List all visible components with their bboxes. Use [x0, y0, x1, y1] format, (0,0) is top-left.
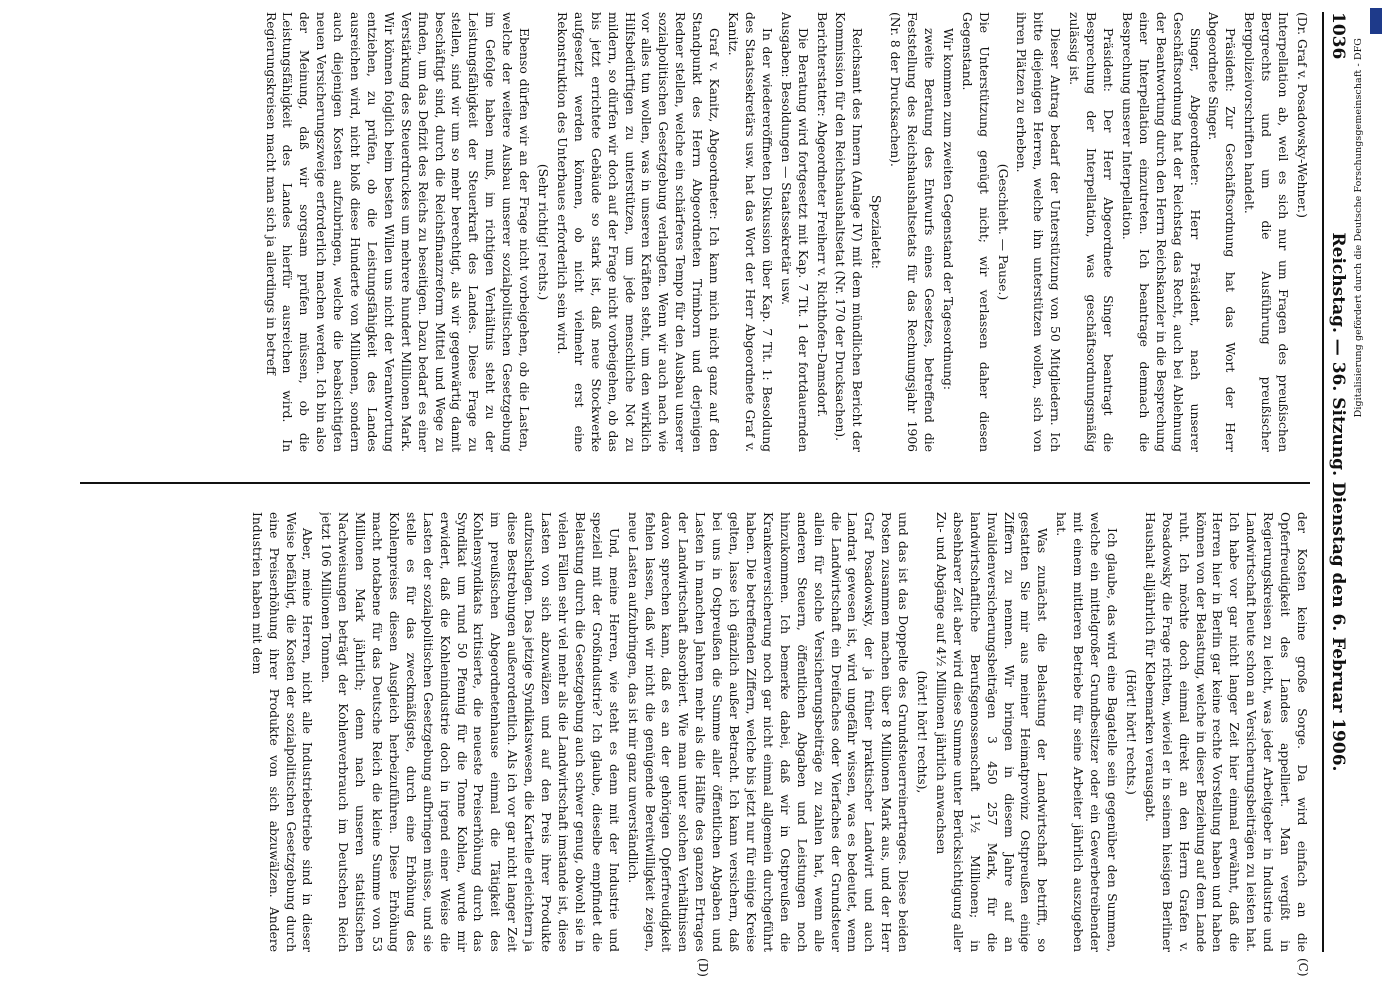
- paragraph: Wir kommen zum zweiten Gegenstand der Tagesordnung:: [940, 28, 955, 391]
- paragraph: (Dr. Graf v. Posadowsky-Wehner.): [1295, 12, 1309, 218]
- paragraph: Präsident: Zur Geschäftsordnung hat das Wort der Herr Abgeordnete Singer.: [1206, 12, 1238, 452]
- paragraph: Interpellation ab, weil es sich nur um Fragen des preußischen Bergrechts und um die Ausführung preußischer Bergpolizeivorschriften handelt.: [1242, 12, 1291, 452]
- paragraph: Ebenso dürfen wir an der Frage nicht vorbeigehen, ob die Lasten, welche der weitere Ausbau unserer sozialpolitischen Gesetzgebung im Gefolge haben muß, im richtigen Verhältnis steht zu der Leistungsfähigkeit der Steuerkraft des Landes. Diese Frage zu stellen, sind wir um so mehr berechtigt, als wir gegenwärtig damit beschäftigt sind, durch die Reichsfinanzreform Mittel und Wege zu finden, um das Defizit des Reichs zu beseitigen. Dazu bedarf es einer Verstärkung des Steuerdruckes um mehrere hundert Millionen Mark. Wir können folglich beim besten Willen uns nicht der Verantwortung entziehen, zu prüfen, ob die Leistungsfähigkeit des Landes ausreichen wird, nicht bloß diese Hunderte von Millionen, sondern auch diejenigen Kosten aufzubringen, welche die beabsichtigten neuen Versicherungszweige erforderlich machen werden. Ich bin also der Meinung, daß wir sorgsam prüfen müssen, ob die Leistungsfähigkeit des Landes hierfür ausreichen wird. In Regierungskreisen macht man sich ja allerdings in betreff: [263, 12, 532, 452]
- paragraph: der Kosten keine große Sorge. Da wird einfach an die Opferfreudigkeit des Landes appelliert. Man vergißt in Regierungskreisen zu leicht, was jeder Arbeitgeber in Industrie und Landwirtschaft heute schon an Versicherungsbeiträgen zu leisten hat. Ich habe vor gar nicht langer Zeit hier einmal erwähnt, daß die Herren hier in Berlin gar keine rechte Vorstellung haben und haben können von der Belastung, welche in dieser Beziehung auf dem Lande ruht. Ich möchte doch einmal direkt an den Herrn Grafen v. Posadowsky die Frage richten, wieviel er in seinem hiesigen Berliner Haushalt alljährlich für Klebemarken verausgabt.: [1142, 512, 1309, 952]
- paragraph: (hört! hört! rechts),: [915, 670, 930, 794]
- column-divider: [80, 482, 1310, 484]
- paragraph: Ich glaube, das wird eine Bagatelle sein gegenüber den Summen, welche ein mittelgroßer Grundbesitzer oder ein Gewerbetreibender mit einem mittleren Betriebe für seine Arbeiter jährlich auszugeben hat.: [1054, 512, 1120, 952]
- paragraph: Aber, meine Herren, nicht alle Industriebetriebe sind in dieser Weise befähigt, die Kosten der sozialpolitischen Gesetzgebung durch eine Preiserhöhung ihrer Produkte von sich abzuwälzen. Andere Industrien haben mit dem: [249, 512, 315, 952]
- paragraph: Die Beratung wird fortgesetzt mit Kap. 7 Tit. 1 der fortdauernden Ausgaben: Besoldungen — Staatssekretär usw.: [778, 12, 810, 452]
- margin-marker-c: (C): [1296, 958, 1310, 977]
- paragraph: Dieser Antrag bedarf der Unterstützung von 50 Mitgliedern. Ich bitte diejenigen Herren, welche ihn unterstützen wollen, sich von ihren Plätzen zu erheben.: [1014, 12, 1063, 452]
- paragraph: Die Unterstützung genügt nicht; wir verlassen daher diesen Gegenstand.: [959, 12, 991, 452]
- right-text-column: [70, 512, 1310, 952]
- rotated-document-page: [50, 12, 1350, 977]
- left-text-column: [70, 12, 1310, 452]
- margin-marker-d: (D): [696, 958, 710, 977]
- paragraph: (Geschieht. — Pause.): [995, 163, 1010, 301]
- paragraph: (Hört! hört! rechts.): [1123, 669, 1138, 795]
- paragraph: Spezialetat:: [869, 195, 884, 269]
- paragraph: Singer, Abgeordneter: Herr Präsident, nach unserer Geschäftsordnung hat der Reichstag das Recht, auch bei Ablehnung der Beantwortung durch den Herrn Reichskanzler in die Besprechung einer Interpellation einzutreten. Ich beantrage demnach die Besprechung unserer Interpellation.: [1119, 12, 1202, 452]
- dfg-logo: [1370, 8, 1382, 34]
- paragraph: und das ist das Doppelte des Grundsteuerreinertrages. Diese beiden Posten zusammen machen über 8 Millionen Mark aus, und der Herr Graf Posadowsky, der ja früher praktischer Landwirt und auch Landrat gewesen ist, wird ungefähr wissen, was es bedeutet, wenn die Landwirtschaft ein Dreifaches oder Vierfaches der Grundsteuer allein für solche Versicherungsbeiträge zu zahlen hat, wenn alle anderen Steuern, öffentlichen Abgaben und Leistungen noch hinzukommen. Ich bemerke dabei, daß wir in Ostpreußen die Krankenversicherung noch gar nicht einmal allgemein durchgeführt haben. Die betreffenden Ziffern, welche bis jetzt nur für einige Kreise gelten, lasse ich gänzlich außer Betracht. Ich kann versichern, daß bei uns in Ostpreußen die Summe aller öffentlichen Abgaben und Lasten in manchen Jahren mehr als die Hälfte des ganzen Ertrages der Landwirtschaft absorbiert. Wie man unter solchen Verhältnissen davon sprechen kann, daß es an der gehörigen Opferfreudigkeit fehlen lassen, daß wir nicht die genügende Bereitwilligkeit zeigen, neue Lasten aufzubringen, das ist mir ganz unverständlich.: [625, 512, 911, 952]
- page-header: [1322, 12, 1350, 952]
- paragraph: Graf v. Kanitz, Abgeordneter: Ich kann mich nicht ganz auf den Standpunkt des Herrn Abgeordneten Trimborn und derjenigen Redner stellen, welche ein schärferes Tempo für den Ausbau unserer sozialpolitischen Gesetzgebung verlangten. Wenn wir auch nach wie vor alles tun wollen, was in unseren Kräften steht, um den wirklich Hilfsbedürftigen zu unterstützen, um jede menschliche Not zu mildern, so dürfen wir doch auf der Frage nicht vorbeigehen, ob das bis jetzt errichtete Gebäude so stark ist, daß neue Stockwerke aufgesetzt werden können, ob nicht vielmehr erst eine Rekonstruktion des Unterbaues erforderlich sein wird.: [554, 12, 722, 452]
- paragraph: Reichsamt des Innern (Anlage IV) mit dem mündlichen Bericht der Kommission für den Reichshaushaltsetat (Nr. 170 der Drucksachen).: [833, 12, 865, 452]
- page-title: Reichstag. — 36. Sitzung. Dienstag den 6. Februar 1906.: [1328, 232, 1348, 772]
- paragraph: (Sehr richtig! rechts.): [536, 163, 551, 301]
- page-number: 1036: [1328, 12, 1348, 60]
- paragraph: Was zunächst die Belastung der Landwirtschaft betrifft, so gestatten Sie mir aus meiner Heimatprovinz Ostpreußen einige Ziffern zu nennen. Wir bringen in diesem Jahre auf an Invalidenversicherungsbeiträgen 3 450 257 Mark, für die landwirtschaftliche Berufsgenossenschaft 1½ Millionen; in absehbarer Zeit aber wird diese Summe unter Berücksichtigung aller Zu- und Abgänge auf 4½ Millionen jährlich anwachsen: [933, 512, 1050, 952]
- paragraph: zweite Beratung des Entwurfs eines Gesetzes, betreffend die Feststellung des Reichshaushaltsetats für das Rechnungsjahr 1906 (Nr. 8 der Drucksachen).: [888, 12, 936, 452]
- paragraph: In der wiedereröffneten Diskussion über Kap. 7 Tit. 1: Besoldung des Staatssekretärs usw. hat das Wort der Herr Abgeordnete Graf v. Kanitz.: [726, 12, 774, 452]
- paragraph: Und, meine Herren, wie steht es denn mit der Industrie und speziell mit der Großindustrie? Ich glaube, dieselbe empfindet die Belastung durch die Gesetzgebung auch schwer genug, obwohl sie in vielen Fällen sehr viel mehr als die Landwirtschaft imstande ist, diese Lasten von sich abzuwälzen und auf den Preis ihrer Produkte aufzuschlagen. Das jetzige Syndikatswesen, die Kartelle erleichtern ja diese Bestrebungen außerordentlich. Als ich vor gar nicht langer Zeit im preußischen Abgeordnetenhause einmal die Tätigkeit des Kohlensyndikats kritisierte, die neueste Preiserhöhung durch das Syndikat um rund 50 Pfennig für die Tonne Kohlen, wurde mir erwidert, daß die Kohlenindustrie doch in irgend einer Weise die Lasten der sozialpolitischen Gesetzgebung aufbringen müsse, und sie stelle es für das zweckmäßigste, durch eine Erhöhung des Kohlenpreises diesen Ausgleich herbeizuführen. Diese Erhöhung macht notabene für das Deutsche Reich die kleine Summe von 53 Millionen Mark jährlich; denn nach unseren statistischen Nachweisungen beträgt der Kohlenverbrauch im Deutschen Reich jetzt 106 Millionen Tonnen.: [319, 512, 621, 952]
- digitization-note: Digitalisierung gefördert durch die Deutsche Forschungsgemeinschaft - DFG: [1353, 38, 1364, 418]
- paragraph: Präsident: Der Herr Abgeordnete Singer beantragt die Besprechung der Interpellation, was geschäftsordnungsmäßig zulässig ist.: [1067, 12, 1116, 452]
- paragraph: Berichterstatter: Abgeordneter Freiherr v. Richthofen-Damsdorf.: [814, 12, 829, 418]
